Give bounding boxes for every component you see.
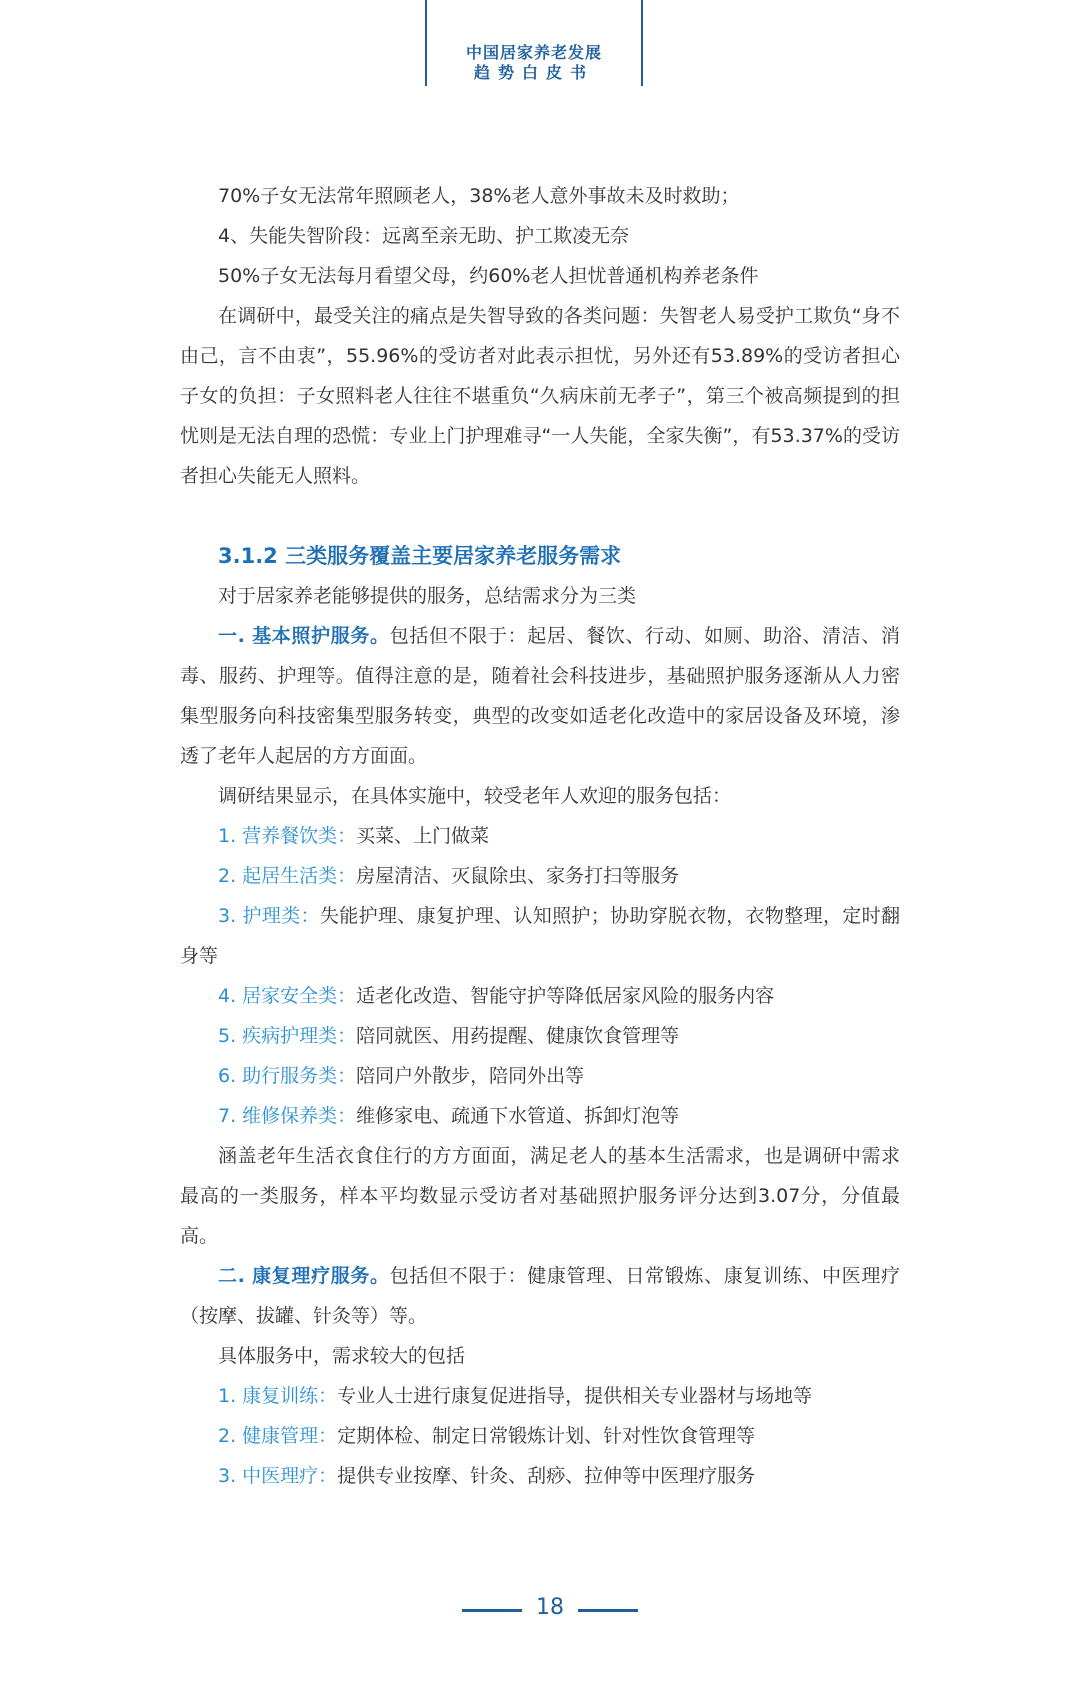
header-title-line2: 趋势白皮书 xyxy=(473,63,594,82)
list-item-text: 适老化改造、智能守护等降低居家风险的服务内容 xyxy=(356,985,775,1007)
header-box xyxy=(425,0,643,86)
list-item xyxy=(180,976,900,1016)
list-item xyxy=(180,896,900,976)
list-item-label: 1. 康复训练： xyxy=(218,1385,338,1407)
list-item-text: 买菜、上门做菜 xyxy=(356,825,490,847)
list-item-text: 定期体检、制定日常锻炼计划、针对性饮食管理等 xyxy=(337,1425,756,1447)
service-rehab xyxy=(180,1256,900,1336)
list-item xyxy=(180,1416,900,1456)
service-summary: 涵盖老年生活衣食住行的方方面面，满足老人的基本生活需求，也是调研中需求最高的一类服务，样本平均数显示受访者对基础照护服务评分达到3.07分，分值最高。 xyxy=(180,1145,900,1247)
list-item-label: 5. 疾病护理类： xyxy=(218,1025,357,1047)
list-item xyxy=(180,856,900,896)
list-item-label: 2. 起居生活类： xyxy=(218,865,357,887)
page-content xyxy=(180,176,900,1496)
service-label: 二. 康复理疗服务。 xyxy=(218,1265,390,1287)
list-item-text: 维修家电、疏通下水管道、拆卸灯泡等 xyxy=(356,1105,680,1127)
service-text: 包括但不限于：健康管理、日常锻炼、康复训练、中医理疗（按摩、拔罐、针灸等）等。 xyxy=(180,1265,900,1327)
list-item-text: 专业人士进行康复促进指导，提供相关专业器材与场地等 xyxy=(337,1385,813,1407)
list-item-label: 1. 营养餐饮类： xyxy=(218,825,357,847)
footer-rule-left xyxy=(462,1609,522,1612)
section-title: 3.1.2 三类服务覆盖主要居家养老服务需求 xyxy=(218,544,622,568)
list-item-label: 2. 健康管理： xyxy=(218,1425,338,1447)
list-item-label: 6. 助行服务类： xyxy=(218,1065,357,1087)
paragraph: 4、失能失智阶段：远离至亲无助、护工欺凌无奈 xyxy=(218,225,630,247)
paragraph: 在调研中，最受关注的痛点是失智导致的各类问题：失智老人易受护工欺负“身不由己，言不由衷”，55.96%的受访者对此表示担忧，另外还有53.89%的受访者担心子女的负担：子女照料老人往往不堪重负“久病床前无孝子”，第三个被高频提到的担忧则是无法自理的恐慌：专业上门护理难寻“一人失能，全家失衡”，有53.37%的受访者担心失能无人照料。 xyxy=(180,305,900,487)
list-item xyxy=(180,1456,900,1496)
survey-intro: 调研结果显示，在具体实施中，较受老年人欢迎的服务包括： xyxy=(218,785,732,807)
list-item xyxy=(180,1056,900,1096)
page-number: 18 xyxy=(536,1595,564,1620)
service-basic-care xyxy=(180,616,900,776)
list-item xyxy=(180,1016,900,1056)
service-label: 一. 基本照护服务。 xyxy=(218,625,390,647)
section-intro: 对于居家养老能够提供的服务，总结需求分为三类 xyxy=(218,585,637,607)
paragraph: 50%子女无法每月看望父母，约60%老人担忧普通机构养老条件 xyxy=(218,265,759,287)
service-intro: 具体服务中，需求较大的包括 xyxy=(218,1345,466,1367)
list-item-text: 提供专业按摩、针灸、刮痧、拉伸等中医理疗服务 xyxy=(337,1465,756,1487)
list-item-label: 4. 居家安全类： xyxy=(218,985,357,1007)
paragraph: 70%子女无法常年照顾老人，38%老人意外事故未及时救助； xyxy=(218,185,740,207)
list-item-text: 房屋清洁、灭鼠除虫、家务打扫等服务 xyxy=(356,865,680,887)
page-footer xyxy=(0,1595,1080,1625)
list-item-label: 3. 护理类： xyxy=(218,905,320,927)
list-item-text: 失能护理、康复护理、认知照护；协助穿脱衣物，衣物整理，定时翻身等 xyxy=(180,905,900,967)
list-item-label: 7. 维修保养类： xyxy=(218,1105,357,1127)
service-text: 包括但不限于：起居、餐饮、行动、如厕、助浴、清洁、消毒、服药、护理等。值得注意的是，随着社会科技进步，基础照护服务逐渐从人力密集型服务向科技密集型服务转变，典型的改变如适老化改造中的家居设备及环境，渗透了老年人起居的方方面面。 xyxy=(180,625,900,767)
list-item-text: 陪同就医、用药提醒、健康饮食管理等 xyxy=(356,1025,680,1047)
list-item xyxy=(180,1096,900,1136)
list-item-label: 3. 中医理疗： xyxy=(218,1465,338,1487)
list-item xyxy=(180,1376,900,1416)
footer-rule-right xyxy=(578,1609,638,1612)
list-item-text: 陪同户外散步，陪同外出等 xyxy=(356,1065,585,1087)
list-item xyxy=(180,816,900,856)
header-title-line1: 中国居家养老发展 xyxy=(465,43,602,62)
